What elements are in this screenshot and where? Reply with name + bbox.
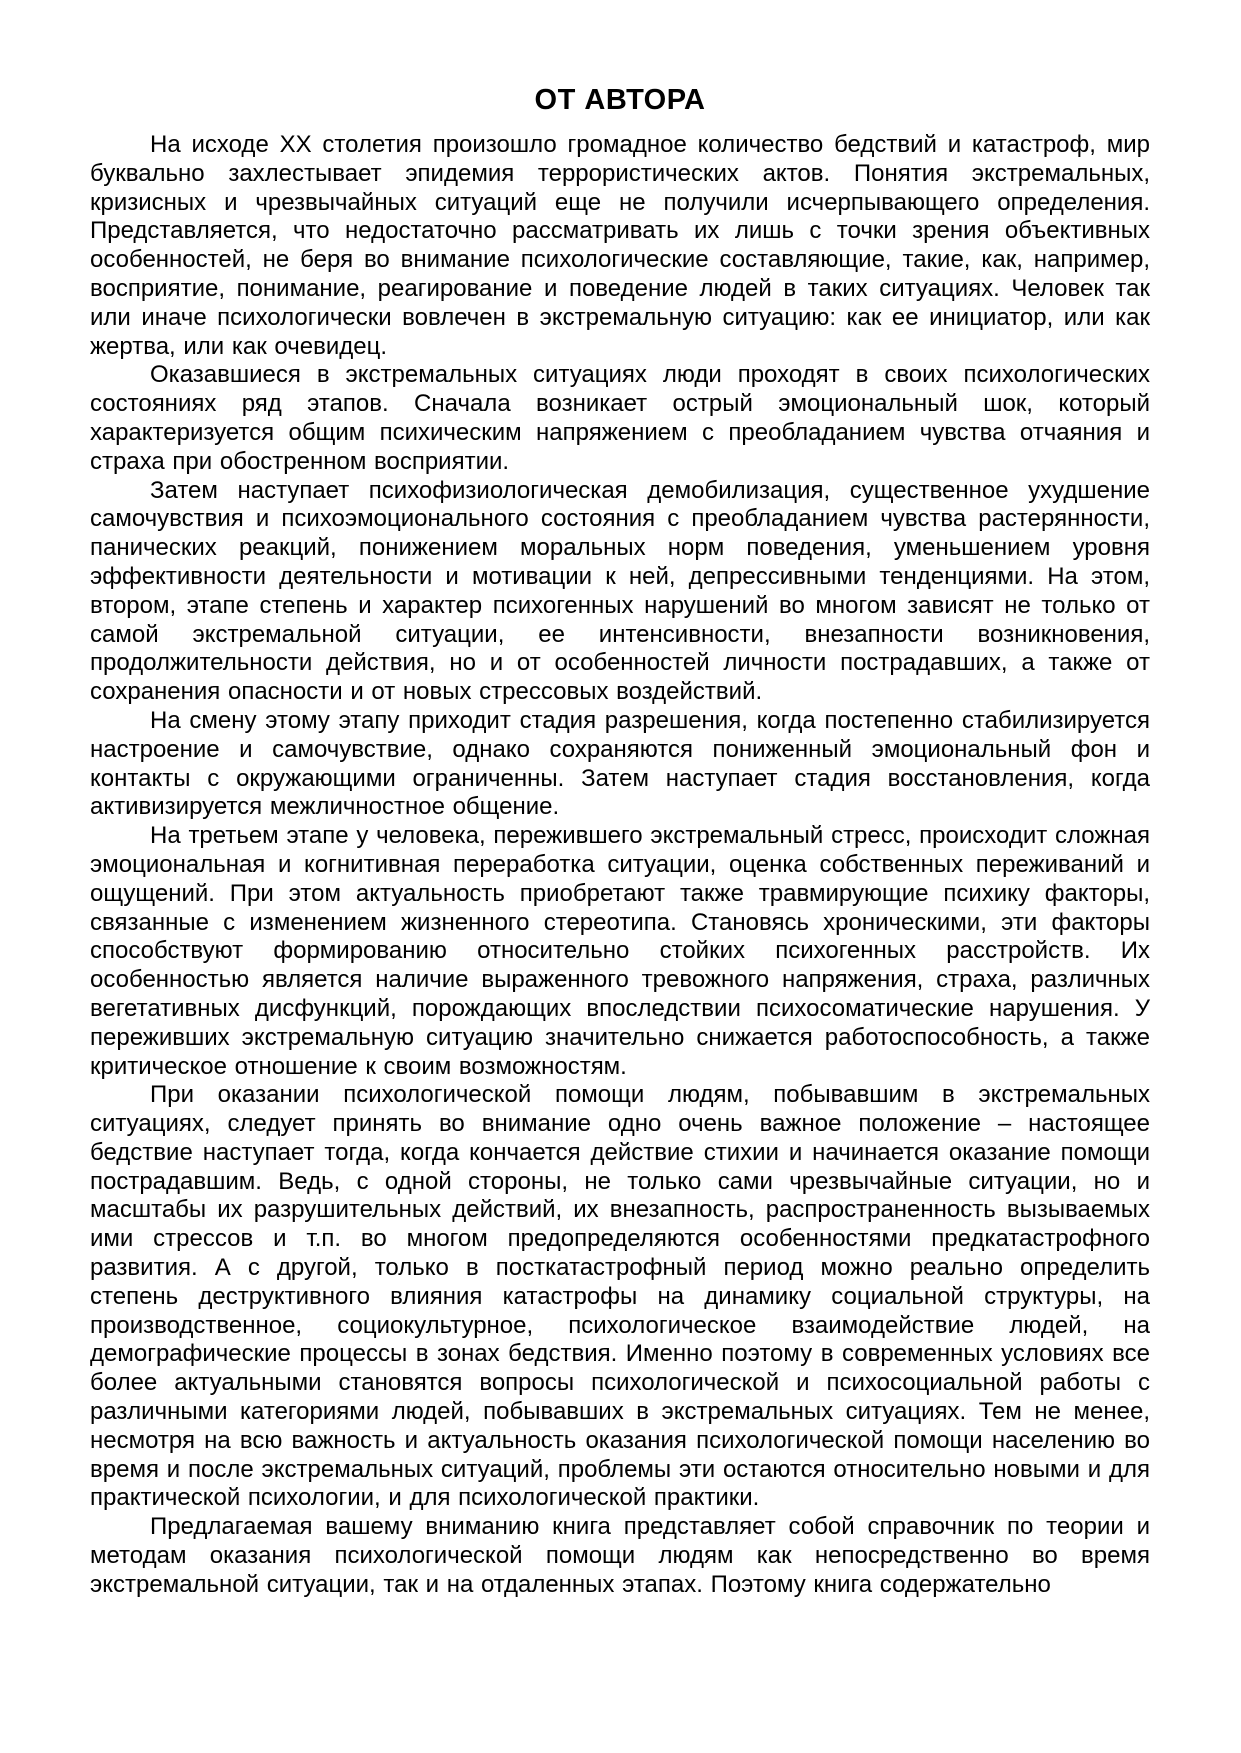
- paragraph-1: На исходе XX столетия произошло громадное количество бедствий и катастроф, мир буквально захлестывает эпидемия террористических актов. Понятия экстремальных, кризисных и чрезвычайных ситуаций еще не получили исчерпывающего определения. Представляется, что недостаточно рассматривать их лишь с точки зрения объективных особенностей, не беря во внимание психологические составляющие, такие, как, например, восприятие, понимание, реагирование и поведение людей в таких ситуациях. Человек так или иначе психологически вовлечен в экстремальную ситуацию: как ее инициатор, или как жертва, или как очевидец.: [90, 131, 1150, 360]
- paragraph-2: Оказавшиеся в экстремальных ситуациях люди проходят в своих психологических состояниях ряд этапов. Сначала возникает острый эмоциональный шок, который характеризуется общим психическим напряжением с преобладанием чувства отчаяния и страха при обостренном восприятии.: [90, 361, 1150, 475]
- paragraph-5: На третьем этапе у человека, пережившего экстремальный стресс, происходит сложная эмоциональная и когнитивная переработка ситуации, оценка собственных переживаний и ощущений. При этом актуальность приобретают также травмирующие психику факторы, связанные с изменением жизненного стереотипа. Становясь хроническими, эти факторы способствуют формированию относительно стойких психогенных расстройств. Их особенностью является наличие выраженного тревожного напряжения, страха, различных вегетативных дисфункций, порождающих впоследствии психосоматические нарушения. У переживших экстремальную ситуацию значительно снижается работоспособность, а также критическое отношение к своим возможностям.: [90, 822, 1150, 1080]
- paragraph-7: Предлагаемая вашему вниманию книга представляет собой справочник по теории и методам оказания психологической помощи людям как непосредственно во время экстремальной ситуации, так и на отдаленных этапах. Поэтому книга содержательно: [90, 1513, 1150, 1598]
- document-content: [90, 131, 1150, 1600]
- paragraph-4: На смену этому этапу приходит стадия разрешения, когда постепенно стабилизируется настроение и самочувствие, однако сохраняются пониженный эмоциональный фон и контакты с окружающими ограниченны. Затем наступает стадия восстановления, когда активизируется межличностное общение.: [90, 706, 1150, 821]
- page-title: ОТ АВТОРА: [534, 84, 706, 116]
- paragraph-6: При оказании психологической помощи людям, побывавшим в экстремальных ситуациях, следует принять во внимание одно очень важное положение – настоящее бедствие наступает тогда, когда кончается действие стихии и начинается оказание помощи пострадавшим. Ведь, с одной стороны, не только сами чрезвычайные ситуации, но и масштабы их разрушительных действий, их внезапность, распространенность вызываемых ими стрессов и т.п. во многом предопределяются особенностями предкатастрофного развития. А с другой, только в посткатастрофный период можно реально определить степень деструктивного влияния катастрофы на динамику социальной структуры, на производственное, социокультурное, психологическое взаимодействие людей, на демографические процессы в зонах бедствия. Именно поэтому в современных условиях все более актуальными становятся вопросы психологической и психосоциальной работы с различными категориями людей, побывавших в экстремальных ситуациях. Тем не менее, несмотря на всю важность и актуальность оказания психологической помощи населению во время и после экстремальных ситуаций, проблемы эти остаются относительно новыми и для практической психологии, и для психологической практики.: [90, 1081, 1150, 1512]
- paragraph-3: Затем наступает психофизиологическая демобилизация, существенное ухудшение самочувствия и психоэмоционального состояния с преобладанием чувства растерянности, панических реакций, понижением моральных норм поведения, уменьшением уровня эффективности деятельности и мотивации к ней, депрессивными тенденциями. На этом, втором, этапе степень и характер психогенных нарушений во многом зависят не только от самой экстремальной ситуации, ее интенсивности, внезапности возникновения, продолжительности действия, но и от особенностей личности пострадавших, а также от сохранения опасности и от новых стрессовых воздействий.: [90, 476, 1150, 706]
